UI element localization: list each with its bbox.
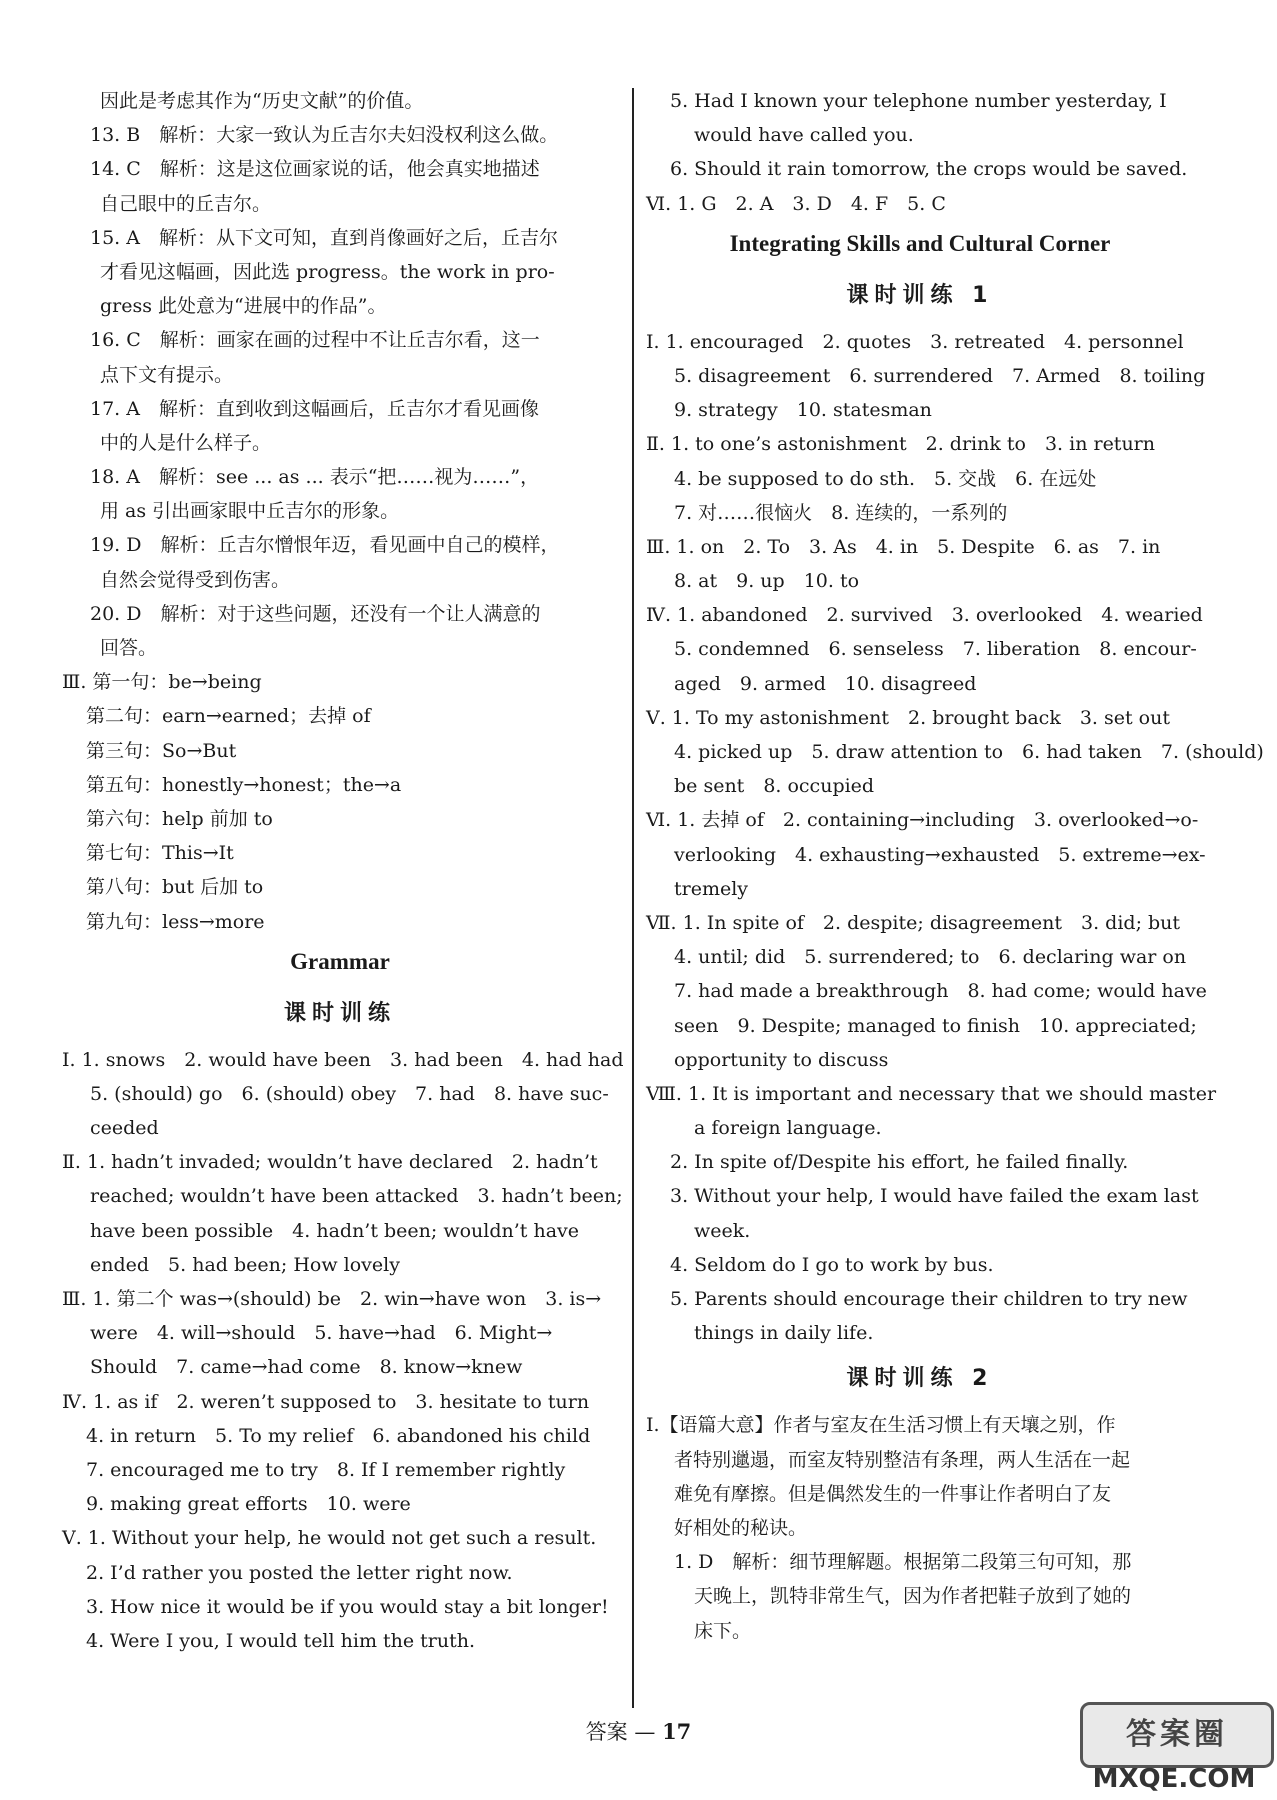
right-answer-line: 5. disagreement 6. surrendered 7. Armed 8. toiling xyxy=(674,364,1206,387)
right-answer-line: be sent 8. occupied xyxy=(674,775,875,798)
right-answer-line: 6. Should it rain tomorrow, the crops would be saved. xyxy=(670,158,1188,181)
right-answer-line: 5. Parents should encourage their children to try new xyxy=(670,1288,1188,1310)
right-answer-line: Ⅴ. 1. To my astonishment 2. brought back 3. set out xyxy=(646,706,1170,729)
left-answer-line: 2. I’d rather you posted the letter right now. xyxy=(86,1561,513,1584)
column-divider xyxy=(632,88,634,1708)
right-answer-line: 床下。 xyxy=(694,1619,752,1642)
right-answer-line: verlooking 4. exhausting→exhausted 5. extreme→ex- xyxy=(674,843,1206,866)
right-answer-line: 2. In spite of/Despite his effort, he failed finally. xyxy=(670,1151,1129,1174)
subsection-heading: 课时训练 1 xyxy=(846,282,994,308)
right-answer-line: 5. Had I known your telephone number yesterday, I xyxy=(670,90,1167,112)
right-answer-line: opportunity to discuss xyxy=(674,1048,889,1071)
left-answer-line: 第六句：help 前加 to xyxy=(86,807,273,830)
watermark-logo-text: 答案圈 xyxy=(1080,1702,1274,1768)
left-column xyxy=(62,84,624,1658)
left-answer-line: ended 5. had been; How lovely xyxy=(90,1253,400,1276)
right-answer-line: 1. D 解析：细节理解题。根据第二段第三句可知，那 xyxy=(674,1551,1132,1574)
right-answer-line: Ⅶ. 1. In spite of 2. despite; disagreement 3. did; but xyxy=(646,911,1181,934)
footer-label: 答案 xyxy=(585,1720,628,1744)
left-answer-line: 中的人是什么样子。 xyxy=(100,431,272,454)
footer-dash: — xyxy=(634,1720,656,1744)
left-answer-line: 9. making great efforts 10. were xyxy=(86,1493,411,1516)
left-answer-line: 自己眼中的丘吉尔。 xyxy=(100,192,272,215)
right-answer-line: aged 9. armed 10. disagreed xyxy=(674,672,977,695)
right-answer-line: Ⅰ.【语篇大意】作者与室友在生活习惯上有天壤之别，作 xyxy=(646,1414,1116,1437)
left-answer-line: 14. C 解析：这是这位画家说的话，他会真实地描述 xyxy=(90,158,540,181)
right-answer-line: 4. be supposed to do sth. 5. 交战 6. 在远处 xyxy=(674,467,1097,490)
left-answer-line: 3. How nice it would be if you would stay a bit longer! xyxy=(86,1595,609,1618)
right-answer-line: 7. had made a breakthrough 8. had come; would have xyxy=(674,980,1207,1003)
left-answer-line: Ⅲ. 第一句：be→being xyxy=(62,671,262,694)
right-answer-line: Ⅵ. 1. G 2. A 3. D 4. F 5. C xyxy=(646,192,946,215)
subsection-heading: 课时训练 xyxy=(283,1000,396,1026)
left-answer-line: 才看见这幅画，因此选 progress。the work in pro- xyxy=(100,260,555,283)
section-heading: Grammar xyxy=(290,948,390,974)
left-answer-line: 自然会觉得受到伤害。 xyxy=(100,568,291,591)
right-answer-line: 9. strategy 10. statesman xyxy=(674,399,932,422)
left-answer-line: 4. in return 5. To my relief 6. abandoned his child xyxy=(86,1424,591,1447)
right-answer-line: Ⅳ. 1. abandoned 2. survived 3. overlooked 4. wearied xyxy=(646,604,1203,627)
left-answer-line: 7. encouraged me to try 8. If I remember rightly xyxy=(86,1458,566,1481)
left-answer-line: 因此是考虑其作为“历史文献”的价值。 xyxy=(100,90,424,112)
left-answer-line: 第二句：earn→earned；去掉 of xyxy=(86,705,371,728)
right-answer-line: seen 9. Despite; managed to finish 10. appreciated; xyxy=(674,1014,1197,1037)
page-number: 17 xyxy=(662,1719,692,1744)
left-answer-line: 5. (should) go 6. (should) obey 7. had 8. have suc- xyxy=(90,1082,609,1105)
left-answer-line: 回答。 xyxy=(100,637,158,659)
right-answer-line: 天晚上，凯特非常生气，因为作者把鞋子放到了她的 xyxy=(694,1585,1132,1608)
right-answer-line: 7. 对……很恼火 8. 连续的，一系列的 xyxy=(674,501,1008,524)
right-answer-line: Ⅷ. 1. It is important and necessary that we should master xyxy=(646,1082,1217,1105)
left-answer-line: Ⅱ. 1. hadn’t invaded; wouldn’t have declared 2. hadn’t xyxy=(62,1151,598,1174)
right-answer-line: 好相处的秘诀。 xyxy=(674,1516,808,1539)
left-answer-line: 第九句：less→more xyxy=(86,910,265,933)
left-answer-line: 16. C 解析：画家在画的过程中不让丘吉尔看，这一 xyxy=(90,329,540,352)
left-answer-line: were 4. will→should 5. have→had 6. Might→ xyxy=(90,1322,553,1345)
left-answer-line: 18. A 解析：see ... as ... 表示“把……视为……”， xyxy=(90,466,540,489)
subsection-heading: 课时训练 2 xyxy=(846,1366,994,1392)
left-answer-line: 4. Were I you, I would tell him the truth. xyxy=(86,1629,476,1652)
right-answer-line: Ⅱ. 1. to one’s astonishment 2. drink to 3. in return xyxy=(646,433,1156,456)
watermark-site-text: MXQE.COM xyxy=(1092,1764,1256,1794)
right-answer-line: week. xyxy=(694,1219,751,1242)
right-answer-line: 者特别邋遢，而室友特别整洁有条理，两人生活在一起 xyxy=(674,1448,1131,1471)
left-answer-line: 第五句：honestly→honest；the→a xyxy=(86,773,402,796)
right-answer-line: 8. at 9. up 10. to xyxy=(674,570,860,593)
right-answer-line: 难免有摩擦。但是偶然发生的一件事让作者明白了友 xyxy=(674,1482,1112,1505)
right-answer-line: 4. until; did 5. surrendered; to 6. declaring war on xyxy=(674,946,1187,969)
left-answer-line: have been possible 4. hadn’t been; wouldn’t have xyxy=(90,1219,580,1242)
right-answer-line: 5. condemned 6. senseless 7. liberation 8. encour- xyxy=(674,638,1197,661)
left-answer-line: ceeded xyxy=(90,1117,159,1140)
left-answer-line: Ⅲ. 1. 第二个 was→(should) be 2. win→have won 3. is→ xyxy=(62,1288,602,1310)
right-answer-line: Ⅵ. 1. 去掉 of 2. containing→including 3. overlooked→o- xyxy=(646,809,1199,832)
left-answer-line: 点下文有提示。 xyxy=(100,363,234,386)
left-answer-line: 第七句：This→It xyxy=(86,842,234,865)
left-answer-line: 第三句：So→But xyxy=(86,739,237,762)
right-answer-line: 4. Seldom do I go to work by bus. xyxy=(670,1253,994,1276)
left-answer-line: 用 as 引出画家眼中丘吉尔的形象。 xyxy=(100,500,400,523)
left-answer-line: gress 此处意为“进展中的作品”。 xyxy=(100,295,387,318)
left-answer-line: reached; wouldn’t have been attacked 3. hadn’t been; xyxy=(90,1185,623,1208)
left-answer-line: 13. B 解析：大家一致认为丘吉尔夫妇没权利这么做。 xyxy=(90,124,559,147)
watermark-logo xyxy=(1080,1702,1268,1794)
right-column xyxy=(646,84,1264,1648)
left-answer-line: Should 7. came→had come 8. know→knew xyxy=(90,1356,523,1379)
left-answer-line: 17. A 解析：直到收到这幅画后，丘吉尔才看见画像 xyxy=(90,397,539,420)
right-answer-line: Ⅲ. 1. on 2. To 3. As 4. in 5. Despite 6. as 7. in xyxy=(646,535,1161,558)
right-answer-line: 4. picked up 5. draw attention to 6. had taken 7. (should) xyxy=(674,741,1264,763)
left-answer-line: 15. A 解析：从下文可知，直到肖像画好之后，丘吉尔 xyxy=(90,226,558,249)
right-answer-line: would have called you. xyxy=(694,124,914,147)
left-answer-line: Ⅴ. 1. Without your help, he would not get such a result. xyxy=(62,1527,597,1550)
left-answer-line: 第八句：but 后加 to xyxy=(86,876,264,899)
left-answer-line: 20. D 解析：对于这些问题，还没有一个让人满意的 xyxy=(90,602,541,625)
left-answer-line: Ⅳ. 1. as if 2. weren’t supposed to 3. hesitate to turn xyxy=(62,1390,590,1413)
left-answer-line: 19. D 解析：丘吉尔憎恨年迈，看见画中自己的模样， xyxy=(90,534,560,557)
right-answer-line: 3. Without your help, I would have failed the exam last xyxy=(670,1185,1199,1208)
right-answer-line: things in daily life. xyxy=(694,1322,874,1345)
right-answer-line: tremely xyxy=(674,877,749,900)
right-answer-line: a foreign language. xyxy=(694,1117,882,1140)
section-heading: Integrating Skills and Cultural Corner xyxy=(729,230,1111,256)
right-answer-line: Ⅰ. 1. encouraged 2. quotes 3. retreated 4. personnel xyxy=(646,330,1184,353)
left-answer-line: Ⅰ. 1. snows 2. would have been 3. had been 4. had had xyxy=(62,1048,624,1071)
